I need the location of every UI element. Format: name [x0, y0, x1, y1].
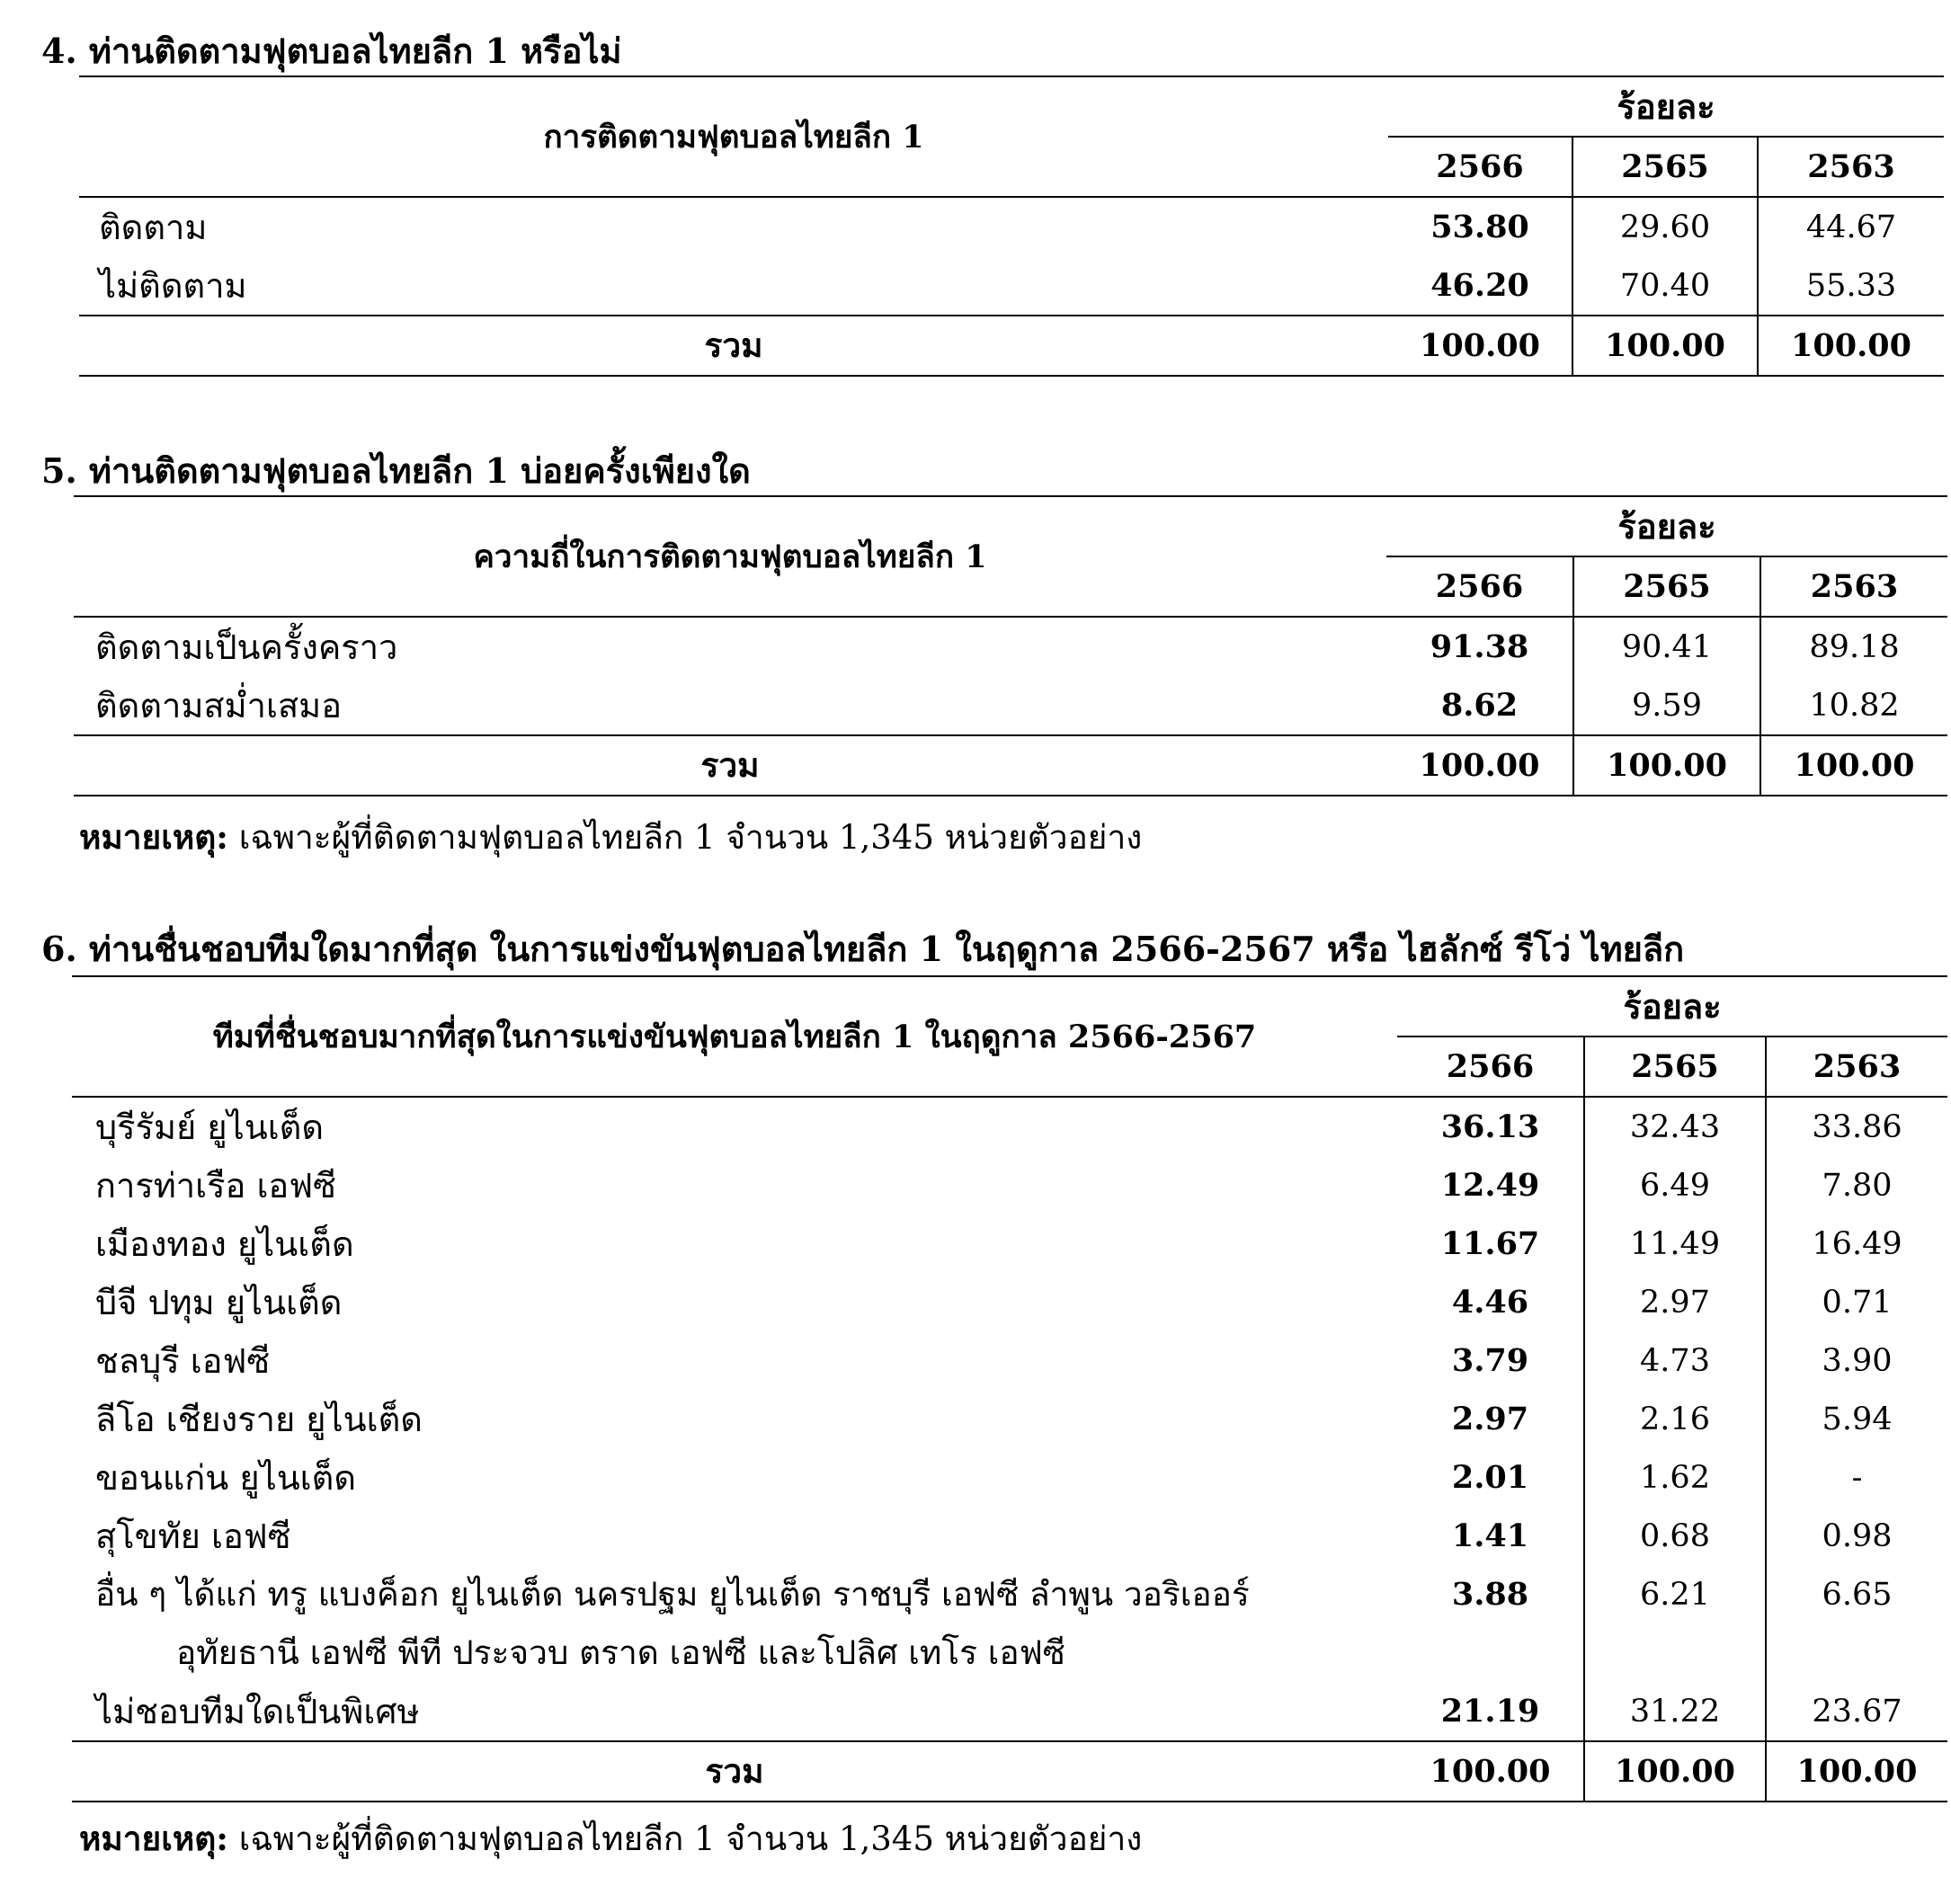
total-label: รวม [72, 1741, 1397, 1802]
q5-unit-header: ร้อยละ [1386, 496, 1947, 556]
row-label: ติดตาม [99, 208, 208, 247]
table-row [72, 1331, 1947, 1390]
cell-2566: 2.01 [1451, 1459, 1529, 1496]
q4-unit-header: ร้อยละ [1388, 76, 1944, 137]
cell-2566: 53.80 [1430, 209, 1529, 245]
q4-year-2563: 2563 [1758, 137, 1944, 197]
table-row [72, 1390, 1947, 1448]
cell-2563: 0.98 [1766, 1507, 1947, 1565]
note-label: หมายเหตุ: [79, 1819, 228, 1858]
table-row [72, 1448, 1947, 1507]
q6-year-2565: 2565 [1584, 1037, 1766, 1097]
total-2563: 100.00 [1760, 735, 1947, 796]
table-row [72, 1507, 1947, 1565]
total-2566: 100.00 [1388, 316, 1572, 376]
table-row [72, 1624, 1947, 1682]
total-2563: 100.00 [1758, 316, 1944, 376]
cell-2566: 3.88 [1451, 1576, 1529, 1613]
cell-2565: 11.49 [1584, 1214, 1766, 1273]
table-row [72, 1097, 1947, 1156]
q4-header: การติดตามฟุตบอลไทยลีก 1 [79, 76, 1388, 197]
q5-title: 5. ท่านติดตามฟุตบอลไทยลีก 1 บ่อยครั้งเพียงใด [41, 450, 751, 491]
q6-unit-header: ร้อยละ [1397, 976, 1947, 1037]
table-row [79, 256, 1944, 316]
total-2566: 100.00 [1386, 735, 1573, 796]
q5-year-2566: 2566 [1386, 556, 1573, 617]
q6-title: 6. ท่านชื่นชอบทีมใดมากที่สุด ในการแข่งขันฟุตบอลไทยลีก 1 ในฤดูกาล 2566-2567 หรือ ไฮลักซ์ รีโว่ ไทยลีก [41, 929, 1685, 969]
note-text: เฉพาะผู้ที่ติดตามฟุตบอลไทยลีก 1 จำนวน 1,345 หน่วยตัวอย่าง [227, 1819, 1143, 1858]
cell-2565: 4.73 [1584, 1331, 1766, 1390]
cell-2563: 6.65 [1766, 1565, 1947, 1624]
q6-year-2566: 2566 [1397, 1037, 1584, 1097]
cell-2566: 11.67 [1440, 1225, 1540, 1262]
row-label: บีจี ปทุม ยูไนเต็ด [95, 1283, 343, 1322]
cell-2565: 32.43 [1584, 1097, 1766, 1156]
cell-2565: 9.59 [1573, 676, 1760, 735]
cell-2566: 12.49 [1440, 1167, 1540, 1204]
row-label: บุรีรัมย์ ยูไนเต็ด [95, 1108, 325, 1147]
cell-2563: 55.33 [1758, 256, 1944, 316]
note-text: เฉพาะผู้ที่ติดตามฟุตบอลไทยลีก 1 จำนวน 1,345 หน่วยตัวอย่าง [227, 818, 1143, 857]
cell-2566 [1397, 1624, 1584, 1682]
row-label: อื่น ๆ ได้แก่ ทรู แบงค็อก ยูไนเต็ด นครปฐม ยูไนเต็ด ราชบุรี เอฟซี ลำพูน วอริเออร์ [95, 1575, 1250, 1614]
table-row [72, 1682, 1947, 1741]
q6-table [72, 975, 1947, 1802]
total-2565: 100.00 [1572, 316, 1758, 376]
row-label: ไม่ชอบทีมใดเป็นพิเศษ [95, 1692, 420, 1731]
cell-2566: 2.97 [1451, 1401, 1529, 1437]
total-2565: 100.00 [1584, 1741, 1766, 1802]
total-2563: 100.00 [1766, 1741, 1947, 1802]
total-row [74, 735, 1947, 796]
cell-2565: 70.40 [1572, 256, 1758, 316]
row-label: ติดตามเป็นครั้งคราว [95, 627, 398, 667]
q4-title: 4. ท่านติดตามฟุตบอลไทยลีก 1 หรือไม่ [41, 31, 622, 71]
row-label: สุโขทัย เอฟซี [95, 1517, 291, 1556]
q5-table [74, 495, 1947, 796]
cell-2565: 31.22 [1584, 1682, 1766, 1741]
note-label: หมายเหตุ: [79, 817, 228, 857]
q4-year-2566: 2566 [1388, 137, 1572, 197]
cell-2565: 1.62 [1584, 1448, 1766, 1507]
row-label: การท่าเรือ เอฟซี [95, 1166, 336, 1206]
cell-2563: 89.18 [1760, 617, 1947, 676]
cell-2563: 33.86 [1766, 1097, 1947, 1156]
row-label: ชลบุรี เอฟซี [95, 1341, 271, 1381]
table-row [74, 617, 1947, 676]
table-row [79, 197, 1944, 256]
cell-2566: 3.79 [1451, 1342, 1529, 1379]
cell-2563: 5.94 [1766, 1390, 1947, 1448]
cell-2563: 16.49 [1766, 1214, 1947, 1273]
cell-2566: 36.13 [1440, 1108, 1540, 1145]
row-label: เมืองทอง ยูไนเต็ด [95, 1224, 354, 1264]
row-label-continued: อุทัยธานี เอฟซี พีที ประจวบ ตราด เอฟซี และโปลิศ เทโร เอฟซี [176, 1633, 1065, 1672]
row-label: ลีโอ เชียงราย ยูไนเต็ด [95, 1400, 423, 1439]
q5-note [79, 811, 1142, 864]
cell-2563: 7.80 [1766, 1156, 1947, 1214]
row-label: ไม่ติดตาม [99, 266, 247, 306]
total-label: รวม [79, 316, 1388, 376]
table-row [72, 1273, 1947, 1331]
total-2566: 100.00 [1397, 1741, 1584, 1802]
cell-2565: 2.16 [1584, 1390, 1766, 1448]
cell-2566: 8.62 [1440, 687, 1519, 724]
table-row [72, 1156, 1947, 1214]
q4-table [79, 76, 1944, 377]
table-row [72, 1565, 1947, 1624]
cell-2565: 6.21 [1584, 1565, 1766, 1624]
cell-2565: 0.68 [1584, 1507, 1766, 1565]
cell-2563: 3.90 [1766, 1331, 1947, 1390]
cell-2563 [1766, 1624, 1947, 1682]
table-row [72, 1214, 1947, 1273]
cell-2563: 23.67 [1766, 1682, 1947, 1741]
q6-year-2563: 2563 [1766, 1037, 1947, 1097]
q5-year-2563: 2563 [1760, 556, 1947, 617]
row-label: ขอนแก่น ยูไนเต็ด [95, 1458, 357, 1498]
cell-2565: 2.97 [1584, 1273, 1766, 1331]
total-label: รวม [74, 735, 1386, 796]
total-row [79, 316, 1944, 376]
cell-2566: 4.46 [1451, 1284, 1529, 1321]
cell-2563: - [1766, 1448, 1947, 1507]
cell-2566: 21.19 [1440, 1693, 1540, 1730]
cell-2565: 29.60 [1572, 197, 1758, 256]
q5-header: ความถี่ในการติดตามฟุตบอลไทยลีก 1 [74, 496, 1386, 617]
cell-2566: 91.38 [1430, 628, 1529, 665]
q6-header: ทีมที่ชื่นชอบมากที่สุดในการแข่งขันฟุตบอลไทยลีก 1 ในฤดูกาล 2566-2567 [72, 976, 1397, 1097]
total-row [72, 1741, 1947, 1802]
cell-2563: 0.71 [1766, 1273, 1947, 1331]
cell-2563: 10.82 [1760, 676, 1947, 735]
table-row [74, 676, 1947, 735]
cell-2565: 6.49 [1584, 1156, 1766, 1214]
q5-year-2565: 2565 [1573, 556, 1760, 617]
cell-2565: 90.41 [1573, 617, 1760, 676]
q6-note [79, 1812, 1142, 1865]
row-label: ติดตามสม่ำเสมอ [95, 686, 343, 725]
cell-2565 [1584, 1624, 1766, 1682]
cell-2566: 46.20 [1430, 267, 1529, 304]
total-2565: 100.00 [1573, 735, 1760, 796]
cell-2563: 44.67 [1758, 197, 1944, 256]
cell-2566: 1.41 [1451, 1517, 1529, 1554]
q4-year-2565: 2565 [1572, 137, 1758, 197]
